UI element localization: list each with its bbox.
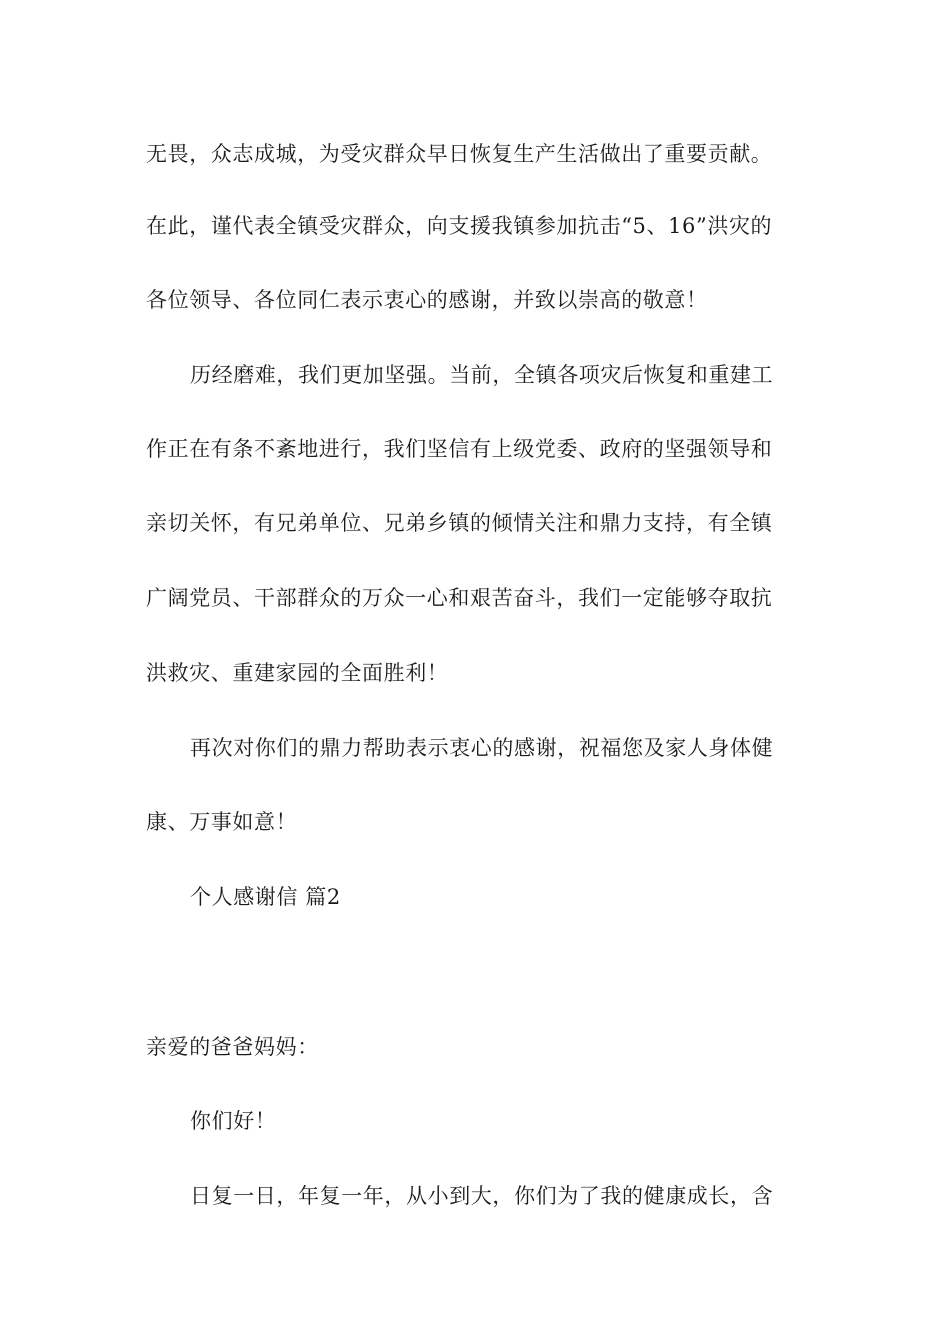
text-line-1: 无畏，众志成城，为受灾群众早日恢复生产生活做出了重要贡献。 [146,142,773,166]
text-line-10: 康、万事如意！ [146,810,298,834]
text-line-body: 日复一日，年复一年，从小到大，你们为了我的健康成长，含 [190,1184,774,1208]
text-line-5: 作正在有条不紊地进行，我们坚信有上级党委、政府的坚强领导和 [146,437,773,461]
text-line-8: 洪救灾、重建家园的全面胜利！ [146,661,449,685]
text-line-9: 再次对你们的鼎力帮助表示衷心的感谢，祝福您及家人身体健 [190,736,774,760]
text-line-3: 各位领导、各位同仁表示衷心的感谢，并致以崇高的敬意！ [146,288,708,312]
section-heading: 个人感谢信 篇2 [190,885,341,909]
text-line-6: 亲切关怀，有兄弟单位、兄弟乡镇的倾情关注和鼎力支持，有全镇 [146,511,773,535]
text-line-2: 在此，谨代表全镇受灾群众，向支援我镇参加抗击“5、16”洪灾的 [146,214,773,238]
salutation: 亲爱的爸爸妈妈： [146,1035,319,1059]
greeting: 你们好！ [190,1109,277,1133]
text-line-7: 广阔党员、干部群众的万众一心和艰苦奋斗，我们一定能够夺取抗 [146,586,773,610]
text-line-4: 历经磨难，我们更加坚强。当前，全镇各项灾后恢复和重建工 [190,363,774,387]
